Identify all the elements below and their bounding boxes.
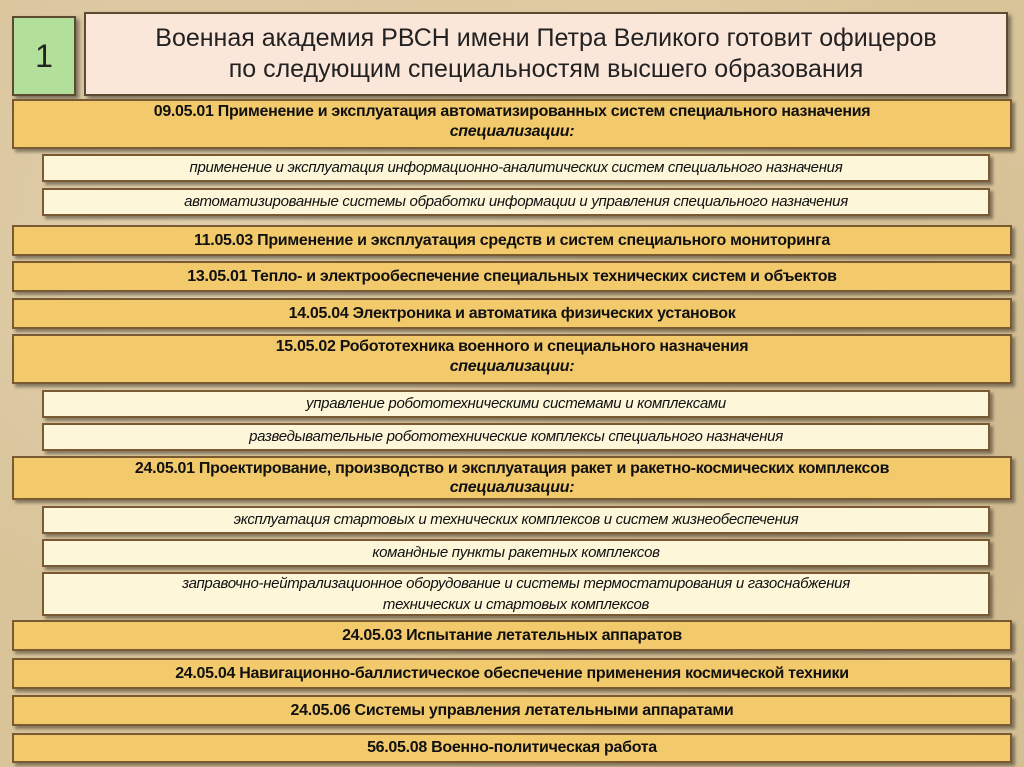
specialization-item: эксплуатация стартовых и технических комплексов и систем жизнеобеспечения <box>42 506 990 534</box>
specialty-24-05-06: 24.05.06 Системы управления летательными аппаратами <box>12 695 1012 726</box>
specialization-item: автоматизированные системы обработки информации и управления специального назначения <box>42 188 990 216</box>
specialization-line-1: заправочно-нейтрализационное оборудование и системы термостатирования и газоснабжения <box>182 575 850 592</box>
specialty-24-05-01 <box>12 456 1012 500</box>
slide-number: 1 <box>12 16 76 96</box>
title-line-2: по следующим специальностям высшего образования <box>228 55 864 83</box>
specialization-item: применение и эксплуатация информационно-аналитических систем специального назначения <box>42 154 990 182</box>
specialty-title: 24.05.01 Проектирование, производство и эксплуатация ракет и ракетно-космических комплексов <box>134 460 890 477</box>
specializations-label: специализации: <box>449 358 575 375</box>
specializations-label: специализации: <box>449 479 575 496</box>
specialization-line-2: технических и стартовых комплексов <box>382 596 650 613</box>
specialty-title: 09.05.01 Применение и эксплуатация автоматизированных систем специального назначения <box>153 103 871 120</box>
title-line-1: Военная академия РВСН имени Петра Великого готовит офицеров <box>155 24 937 52</box>
specialty-14-05-04: 14.05.04 Электроника и автоматика физических установок <box>12 298 1012 329</box>
specializations-label: специализации: <box>449 123 575 140</box>
specialization-item: управление робототехническими системами и комплексами <box>42 390 990 418</box>
specialty-24-05-03: 24.05.03 Испытание летательных аппаратов <box>12 620 1012 651</box>
specialization-item <box>42 572 990 616</box>
specialty-24-05-04: 24.05.04 Навигационно-баллистическое обеспечение применения космической техники <box>12 658 1012 689</box>
specialty-09-05-01 <box>12 99 1012 149</box>
specialty-11-05-03: 11.05.03 Применение и эксплуатация средств и систем специального мониторинга <box>12 225 1012 256</box>
specialty-15-05-02 <box>12 334 1012 384</box>
specialty-title: 15.05.02 Робототехника военного и специального назначения <box>275 338 749 355</box>
specialization-item: командные пункты ракетных комплексов <box>42 539 990 567</box>
slide-title <box>84 12 1008 96</box>
specialty-56-05-08: 56.05.08 Военно-политическая работа <box>12 733 1012 763</box>
specialization-item: разведывательные робототехнические комплексы специального назначения <box>42 423 990 451</box>
specialty-13-05-01: 13.05.01 Тепло- и электрообеспечение специальных технических систем и объектов <box>12 261 1012 292</box>
